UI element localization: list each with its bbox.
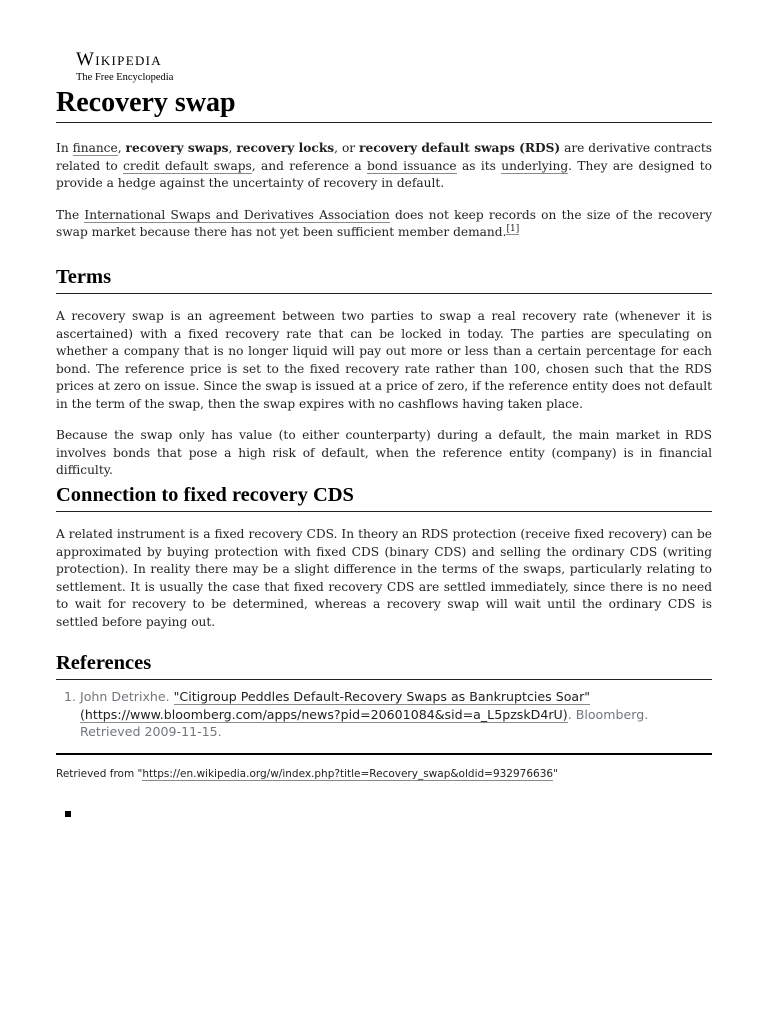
text: In: [56, 141, 73, 155]
intro-paragraph-2: [56, 207, 712, 242]
wikipedia-logo[interactable]: [76, 50, 216, 84]
text: are derivative contracts related to: [56, 141, 712, 173]
link-bond-issuance[interactable]: bond issuance: [367, 158, 457, 173]
text: as its: [456, 158, 502, 173]
section-heading-terms: Terms: [56, 264, 712, 294]
section-heading-references: References: [56, 650, 712, 680]
text: . They are designed to provide a hedge against the uncertainty of recovery in default.: [56, 158, 712, 190]
terms-paragraph-1: A recovery swap is an agreement between two parties to swap a real recovery rate (whenever it is ascertained) with a fixed recovery rate that can be locked in today. The parties are speculating on whether a company that is no longer liquid will pay out more or less than a certain percentage for each bond. The reference price is set to the fixed recovery rate rather than 100, chosen such that the RDS prices at zero on issue. Since the swap is issued at a price of zero, if the reference entity does not default in the term of the swap, then the swap expires with no cashflows having taken place.: [56, 309, 712, 411]
text: ,: [117, 141, 126, 155]
terms-paragraph-2: Because the swap only has value (to either counterparty) during a default, the main market in RDS involves bonds that pose a high risk of default, when the reference entity (company) is in financial difficulty.: [56, 428, 712, 477]
citation-1[interactable]: [1]: [506, 223, 520, 234]
text: ,: [228, 141, 237, 155]
bold-term-recovery-locks: recovery locks: [236, 141, 335, 155]
intro-paragraph-1: [56, 140, 712, 193]
references-heading-wrap: [56, 650, 712, 680]
link-isda[interactable]: International Swaps and Derivatives Association: [84, 207, 390, 222]
reference-author: John Detrixhe.: [80, 689, 174, 704]
logo-wordmark: Wikipedia: [76, 49, 162, 70]
retrieved-url-link[interactable]: https://en.wikipedia.org/w/index.php?title=Recovery_swap&oldid=932976636: [142, 768, 554, 780]
footer-divider: [56, 753, 712, 755]
text: , or: [334, 141, 360, 155]
text: , and reference a: [251, 158, 368, 173]
text: does not keep records on the size of the recovery swap market because there has not yet been sufficient member demand.: [56, 207, 712, 239]
logo-tagline: The Free Encyclopedia: [76, 72, 174, 83]
link-credit-default-swaps[interactable]: credit default swaps: [123, 158, 252, 173]
connection-paragraph-1: A related instrument is a fixed recovery CDS. In theory an RDS protection (receive fixed recovery) can be approximated by buying protection with fixed CDS (binary CDS) and selling the ordinary CDS (writing protection). In reality there may be a slight difference in the terms of the swaps, particularly relating to settlement. It is usually the case that fixed recovery CDS are settled immediately, since there is no need to wait for recovery to be determined, whereas a recovery swap will wait until the ordinary CDS is settled before paying out.: [56, 527, 712, 629]
text: The: [56, 207, 85, 222]
text: ": [553, 768, 558, 780]
page-title: Recovery swap: [56, 86, 712, 123]
bold-term-rds: recovery default swaps (RDS): [359, 141, 561, 155]
reference-link[interactable]: "Citigroup Peddles Default-Recovery Swaps as Bankruptcies Soar" (https://www.bloomberg.com/apps/news?pid=20601084&sid=a_L5pzskD4rU): [80, 689, 591, 722]
text: Retrieved from ": [56, 768, 143, 780]
list-bullet: [65, 811, 71, 817]
references-list: [56, 688, 712, 741]
connection-section: [56, 482, 712, 631]
bold-term-recovery-swaps: recovery swaps: [125, 141, 229, 155]
link-finance[interactable]: finance: [72, 141, 118, 155]
reference-source: . Bloomberg. Retrieved 2009-11-15.: [80, 706, 649, 739]
terms-section: [56, 264, 712, 480]
intro-section: [56, 140, 712, 242]
retrieved-from: [56, 767, 712, 782]
section-heading-connection: Connection to fixed recovery CDS: [56, 482, 712, 512]
reference-item: [80, 688, 712, 741]
link-underlying[interactable]: underlying: [501, 158, 569, 173]
